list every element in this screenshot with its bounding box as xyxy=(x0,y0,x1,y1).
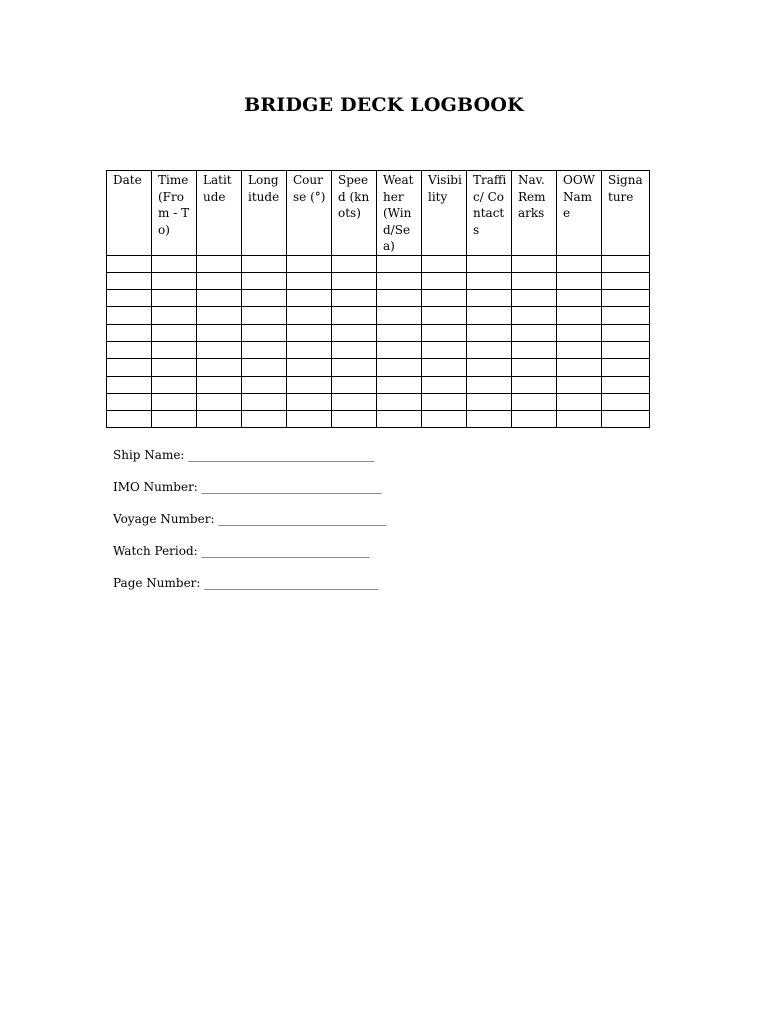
header-date: Date xyxy=(107,171,152,256)
table-cell[interactable] xyxy=(377,255,422,272)
table-cell[interactable] xyxy=(557,393,602,410)
table-row xyxy=(107,255,650,272)
table-cell[interactable] xyxy=(557,359,602,376)
table-cell[interactable] xyxy=(422,255,467,272)
header-speed: Speed (knots) xyxy=(332,171,377,256)
table-cell[interactable] xyxy=(107,341,152,358)
table-cell[interactable] xyxy=(242,393,287,410)
table-cell[interactable] xyxy=(152,376,197,393)
table-cell[interactable] xyxy=(197,290,242,307)
table-cell[interactable] xyxy=(467,307,512,324)
table-cell[interactable] xyxy=(602,359,650,376)
table-cell[interactable] xyxy=(242,411,287,428)
table-cell[interactable] xyxy=(422,290,467,307)
table-cell[interactable] xyxy=(512,324,557,341)
table-cell[interactable] xyxy=(287,393,332,410)
page-title: BRIDGE DECK LOGBOOK xyxy=(244,94,524,116)
table-cell[interactable] xyxy=(107,324,152,341)
table-cell[interactable] xyxy=(152,324,197,341)
imo-number-field xyxy=(113,478,386,510)
logbook-table xyxy=(106,170,650,428)
table-cell[interactable] xyxy=(287,359,332,376)
table-cell[interactable] xyxy=(602,307,650,324)
table-cell[interactable] xyxy=(422,376,467,393)
table-cell[interactable] xyxy=(332,290,377,307)
table-cell[interactable] xyxy=(422,272,467,289)
table-cell[interactable] xyxy=(557,307,602,324)
table-cell[interactable] xyxy=(197,359,242,376)
header-traffic: Traffic/ Contacts xyxy=(467,171,512,256)
voyage-number-blank[interactable]: ____________________________ xyxy=(218,512,387,526)
table-cell[interactable] xyxy=(602,255,650,272)
watch-period-label: Watch Period: xyxy=(113,544,202,558)
table-cell[interactable] xyxy=(287,290,332,307)
voyage-number-label: Voyage Number: xyxy=(113,512,219,526)
table-cell[interactable] xyxy=(242,272,287,289)
table-cell[interactable] xyxy=(512,359,557,376)
table-cell[interactable] xyxy=(512,307,557,324)
table-cell[interactable] xyxy=(197,272,242,289)
table-cell[interactable] xyxy=(512,393,557,410)
table-cell[interactable] xyxy=(332,307,377,324)
table-cell[interactable] xyxy=(512,272,557,289)
ship-name-label: Ship Name: xyxy=(113,448,189,462)
table-cell[interactable] xyxy=(332,272,377,289)
table-cell[interactable] xyxy=(422,324,467,341)
table-cell[interactable] xyxy=(242,307,287,324)
table-cell[interactable] xyxy=(107,359,152,376)
imo-number-blank[interactable]: ______________________________ xyxy=(201,480,382,494)
ship-name-field xyxy=(113,446,386,478)
table-cell[interactable] xyxy=(602,324,650,341)
table-cell[interactable] xyxy=(242,376,287,393)
header-nav-remarks: Nav. Remarks xyxy=(512,171,557,256)
table-cell[interactable] xyxy=(467,324,512,341)
table-cell[interactable] xyxy=(332,341,377,358)
table-cell[interactable] xyxy=(377,290,422,307)
table-cell[interactable] xyxy=(152,290,197,307)
table-cell[interactable] xyxy=(107,411,152,428)
table-cell[interactable] xyxy=(557,255,602,272)
table-cell[interactable] xyxy=(512,341,557,358)
table-row xyxy=(107,341,650,358)
header-longitude: Longitude xyxy=(242,171,287,256)
table-header-row xyxy=(107,171,650,256)
table-cell[interactable] xyxy=(422,341,467,358)
table-cell[interactable] xyxy=(152,272,197,289)
table-cell[interactable] xyxy=(377,324,422,341)
watch-period-field xyxy=(113,542,386,574)
table-cell[interactable] xyxy=(197,255,242,272)
table-cell[interactable] xyxy=(107,272,152,289)
table-cell[interactable] xyxy=(602,411,650,428)
table-cell[interactable] xyxy=(107,376,152,393)
table-cell[interactable] xyxy=(467,359,512,376)
table-cell[interactable] xyxy=(152,411,197,428)
table-cell[interactable] xyxy=(287,376,332,393)
table-cell[interactable] xyxy=(107,290,152,307)
table-cell[interactable] xyxy=(107,307,152,324)
table-cell[interactable] xyxy=(242,341,287,358)
table-cell[interactable] xyxy=(422,411,467,428)
table-cell[interactable] xyxy=(152,393,197,410)
table-cell[interactable] xyxy=(377,393,422,410)
table-cell[interactable] xyxy=(557,411,602,428)
header-visibility: Visibility xyxy=(422,171,467,256)
table-cell[interactable] xyxy=(602,393,650,410)
table-cell[interactable] xyxy=(377,307,422,324)
table-cell[interactable] xyxy=(332,255,377,272)
table-cell[interactable] xyxy=(152,255,197,272)
table-cell[interactable] xyxy=(287,341,332,358)
table-cell[interactable] xyxy=(197,411,242,428)
table-body xyxy=(107,255,650,428)
table-cell[interactable] xyxy=(557,341,602,358)
table-cell[interactable] xyxy=(242,290,287,307)
table-cell[interactable] xyxy=(467,411,512,428)
table-cell[interactable] xyxy=(197,341,242,358)
table-cell[interactable] xyxy=(287,272,332,289)
table-cell[interactable] xyxy=(467,341,512,358)
table-cell[interactable] xyxy=(287,307,332,324)
page-number-label: Page Number: xyxy=(113,576,205,590)
ship-info-fields xyxy=(113,446,386,606)
watch-period-blank[interactable]: ____________________________ xyxy=(201,544,370,558)
table-cell[interactable] xyxy=(197,307,242,324)
table-row xyxy=(107,324,650,341)
imo-number-label: IMO Number: xyxy=(113,480,202,494)
table-cell[interactable] xyxy=(377,376,422,393)
table-row xyxy=(107,272,650,289)
table-cell[interactable] xyxy=(512,411,557,428)
header-oow-name: OOW Name xyxy=(557,171,602,256)
table-row xyxy=(107,393,650,410)
table-cell[interactable] xyxy=(197,324,242,341)
header-time: Time (From - To) xyxy=(152,171,197,256)
table-cell[interactable] xyxy=(242,255,287,272)
table-cell[interactable] xyxy=(107,393,152,410)
table-cell[interactable] xyxy=(467,376,512,393)
table-cell[interactable] xyxy=(332,411,377,428)
table-cell[interactable] xyxy=(332,324,377,341)
table-cell[interactable] xyxy=(197,393,242,410)
table-cell[interactable] xyxy=(512,376,557,393)
table-row xyxy=(107,376,650,393)
table-cell[interactable] xyxy=(602,376,650,393)
table-cell[interactable] xyxy=(557,324,602,341)
table-cell[interactable] xyxy=(197,376,242,393)
table-cell[interactable] xyxy=(557,376,602,393)
table-cell[interactable] xyxy=(107,255,152,272)
table-cell[interactable] xyxy=(332,359,377,376)
page-number-field xyxy=(113,574,386,606)
table-cell[interactable] xyxy=(242,359,287,376)
table-cell[interactable] xyxy=(242,324,287,341)
table-cell[interactable] xyxy=(152,341,197,358)
header-latitude: Latitude xyxy=(197,171,242,256)
table-row xyxy=(107,411,650,428)
table-cell[interactable] xyxy=(377,411,422,428)
table-cell[interactable] xyxy=(332,376,377,393)
header-course: Course (°) xyxy=(287,171,332,256)
table-cell[interactable] xyxy=(287,411,332,428)
table-cell[interactable] xyxy=(152,307,197,324)
table-cell[interactable] xyxy=(557,272,602,289)
table-cell[interactable] xyxy=(602,272,650,289)
table-cell[interactable] xyxy=(512,290,557,307)
table-cell[interactable] xyxy=(422,393,467,410)
table-cell[interactable] xyxy=(557,290,602,307)
ship-name-blank[interactable]: _______________________________ xyxy=(188,448,375,462)
table-cell[interactable] xyxy=(602,341,650,358)
table-cell[interactable] xyxy=(287,255,332,272)
table-cell[interactable] xyxy=(287,324,332,341)
table-cell[interactable] xyxy=(332,393,377,410)
table-cell[interactable] xyxy=(422,359,467,376)
header-signature: Signature xyxy=(602,171,650,256)
table-cell[interactable] xyxy=(377,272,422,289)
table-cell[interactable] xyxy=(512,255,557,272)
table-cell[interactable] xyxy=(467,255,512,272)
table-cell[interactable] xyxy=(467,272,512,289)
table-cell[interactable] xyxy=(602,290,650,307)
header-weather: Weather (Wind/Sea) xyxy=(377,171,422,256)
page-number-blank[interactable]: _____________________________ xyxy=(204,576,379,590)
table-cell[interactable] xyxy=(467,393,512,410)
table-row xyxy=(107,307,650,324)
table-cell[interactable] xyxy=(152,359,197,376)
table-cell[interactable] xyxy=(377,359,422,376)
table-cell[interactable] xyxy=(467,290,512,307)
table-row xyxy=(107,359,650,376)
table-cell[interactable] xyxy=(422,307,467,324)
table-row xyxy=(107,290,650,307)
voyage-number-field xyxy=(113,510,386,542)
table-cell[interactable] xyxy=(377,341,422,358)
